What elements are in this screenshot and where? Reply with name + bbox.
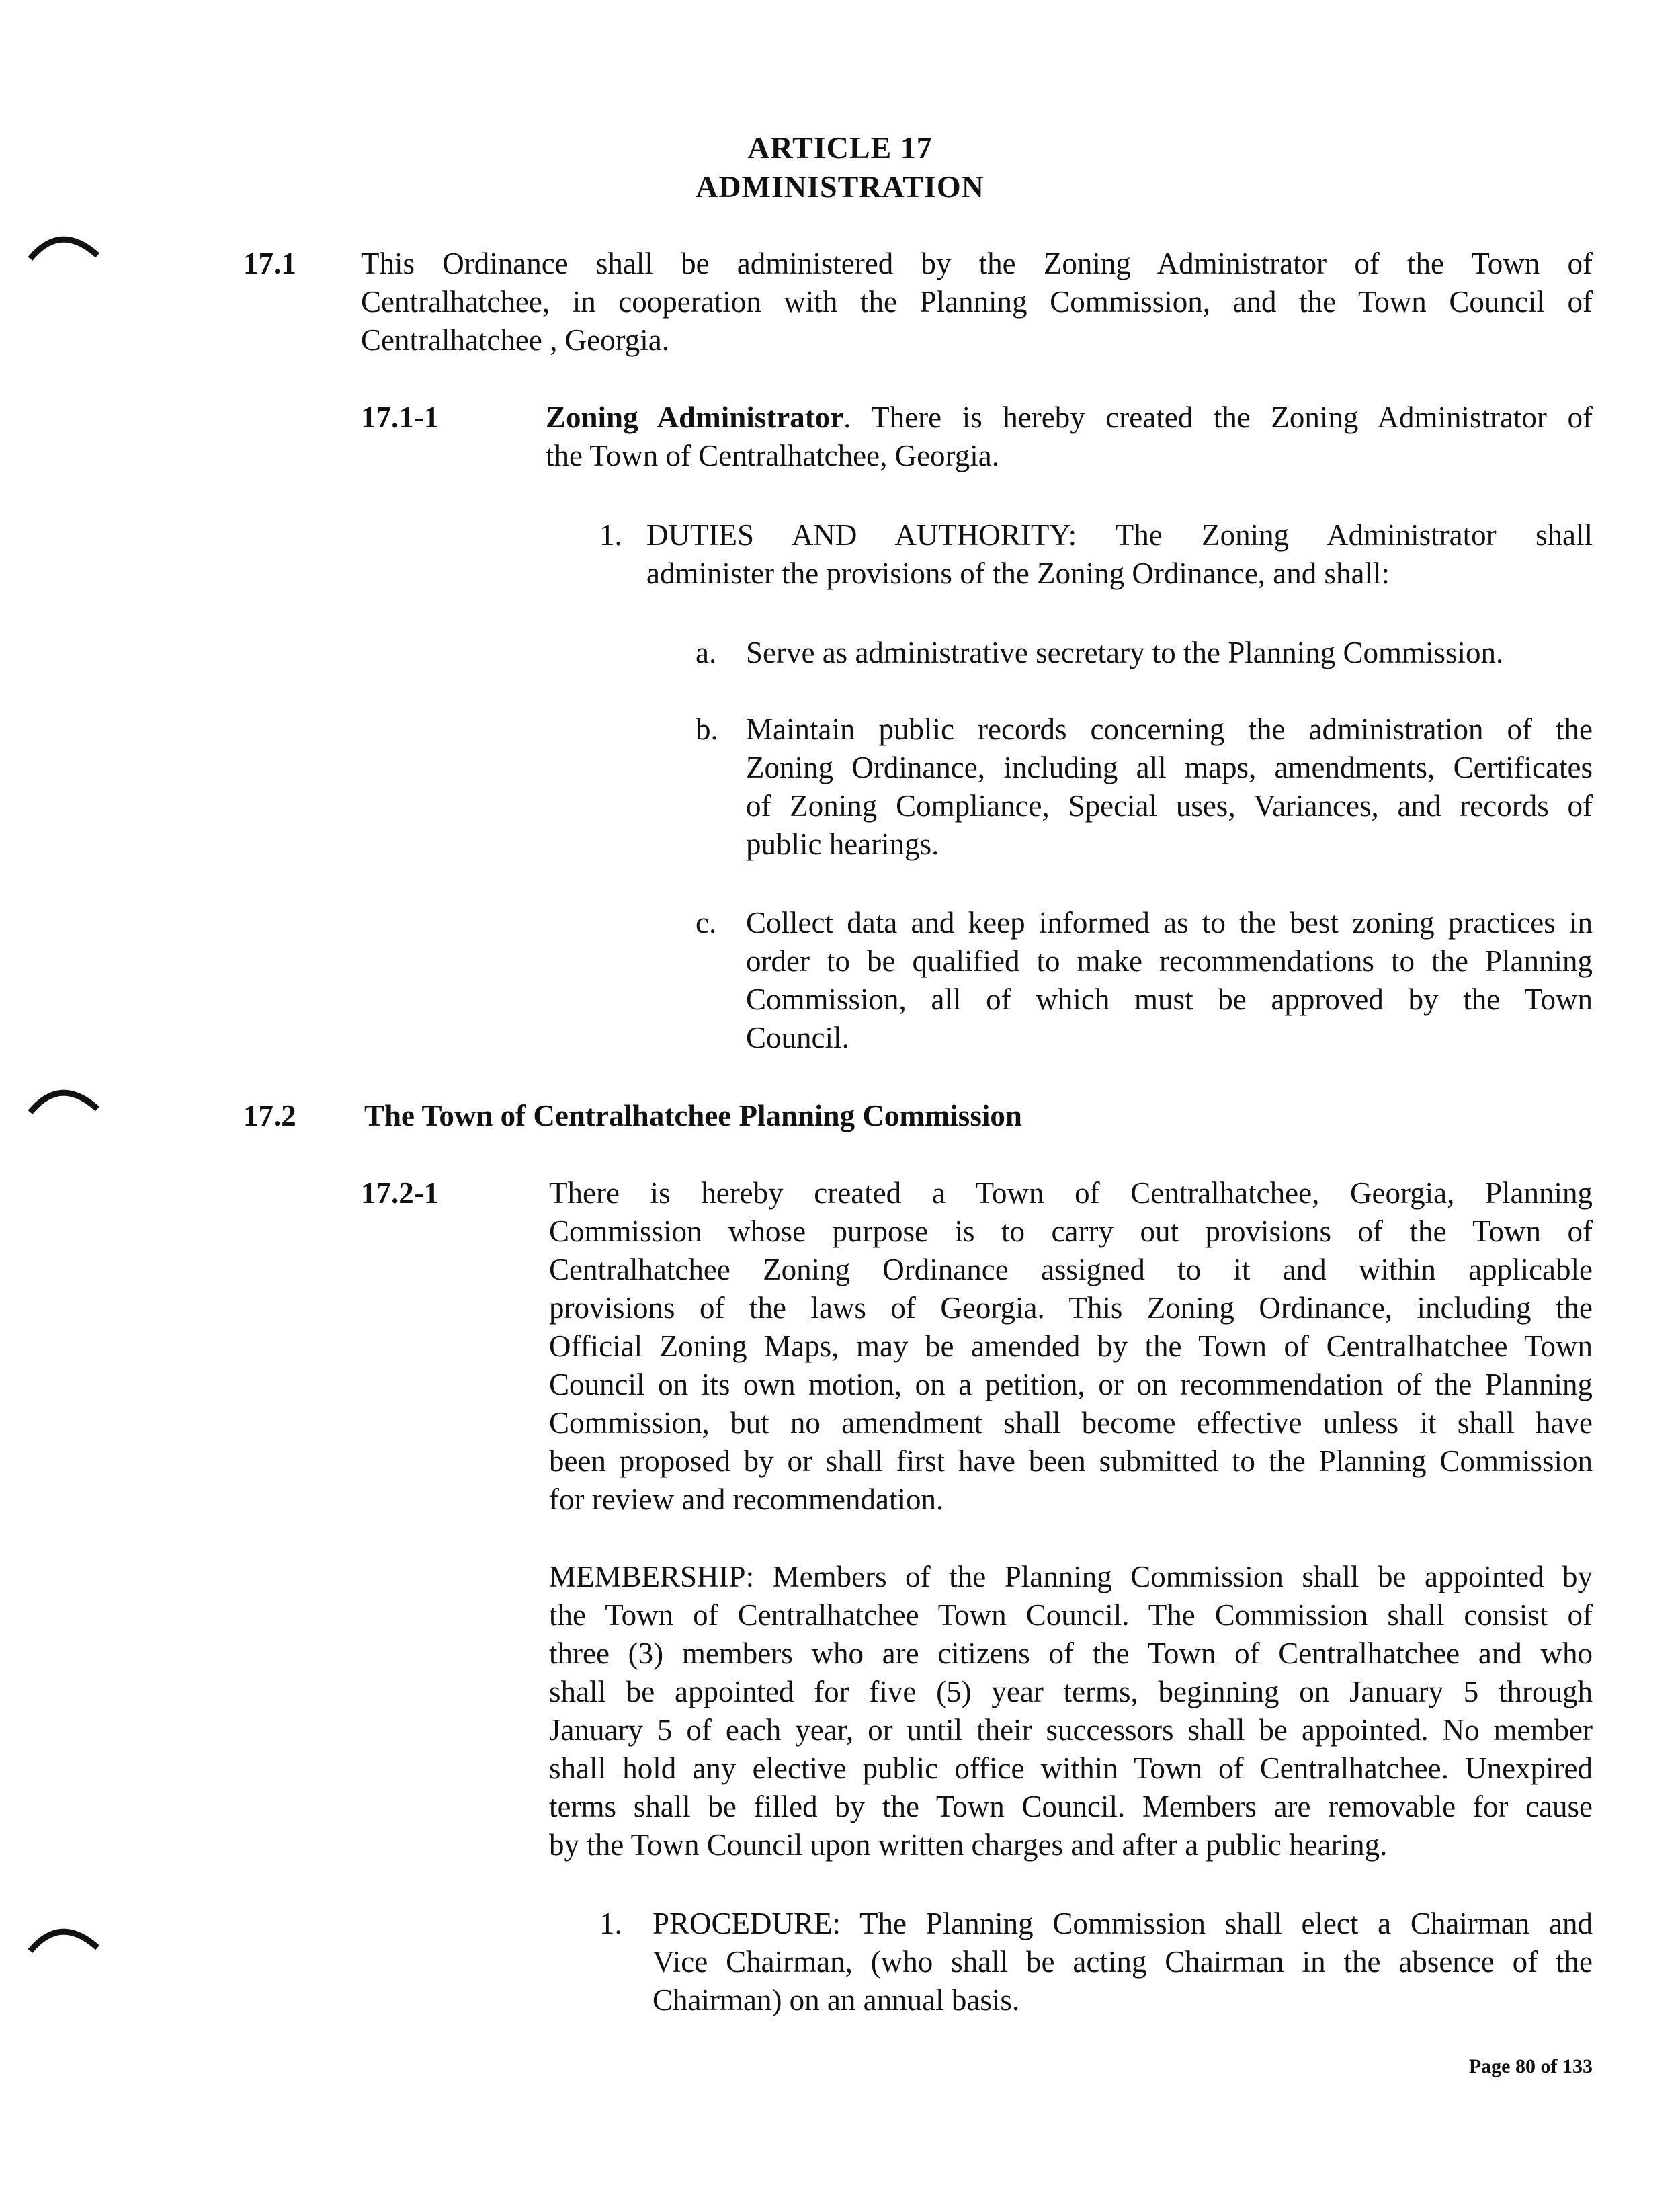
text-line: been proposed by or shall first have been submitted to the Planning Commission <box>549 1444 1593 1478</box>
text-line: provisions of the laws of Georgia. This Zoning Ordinance, including the <box>549 1291 1593 1325</box>
text-line: public hearings. <box>746 827 939 861</box>
article-number: ARTICLE 17 <box>747 130 933 165</box>
subsection-heading: Zoning Administrator <box>546 401 844 434</box>
text-line: of Zoning Compliance, Special uses, Variances, and records of <box>746 789 1593 823</box>
text-line: Chairman) on an annual basis. <box>653 1983 1020 2017</box>
membership-text <box>549 1558 1593 1864</box>
article-title: ADMINISTRATION <box>696 169 984 204</box>
list-marker: a. <box>696 636 717 669</box>
duty-a-text <box>746 634 1593 672</box>
text-line: Collect data and keep informed as to the best zoning practices in <box>746 906 1593 940</box>
section-17-1-text <box>361 245 1593 360</box>
text-line: MEMBERSHIP: Members of the Planning Commission shall be appointed by <box>549 1560 1593 1593</box>
text-line: January 5 of each year, or until their successors shall be appointed. No member <box>549 1713 1593 1747</box>
text-line: Centralhatchee, in cooperation with the Planning Commission, and the Town Council of <box>361 285 1593 319</box>
text-line: order to be qualified to make recommendations to the Planning <box>746 944 1593 978</box>
page-number: Page 80 of 133 <box>1468 2055 1593 2077</box>
text-line: terms shall be filled by the Town Council. Members are removable for cause <box>549 1790 1593 1823</box>
list-marker: b. <box>696 712 718 746</box>
text-line: Maintain public records concerning the administration of the <box>746 712 1593 746</box>
hole-punch-mark <box>27 229 101 262</box>
text-line: shall hold any elective public office within Town of Centralhatchee. Unexpired <box>549 1751 1593 1785</box>
hole-punch-mark <box>27 1082 101 1116</box>
section-number: 17.2 <box>243 1099 296 1132</box>
text-line: Zoning Ordinance, including all maps, amendments, Certificates <box>746 751 1593 784</box>
subsection-17-1-1-text <box>546 399 1593 475</box>
text-line: Official Zoning Maps, may be amended by the Town of Centralhatchee Town <box>549 1329 1593 1363</box>
section-title: The Town of Centralhatchee Planning Commission <box>364 1099 1022 1132</box>
list-marker: c. <box>696 906 717 940</box>
text-line: This Ordinance shall be administered by the Zoning Administrator of the Town of <box>361 247 1593 280</box>
text-line: Commission, but no amendment shall become effective unless it shall have <box>549 1406 1593 1440</box>
list-marker: 1. <box>599 518 622 552</box>
duties-text <box>646 516 1593 593</box>
text-line: Commission whose purpose is to carry out provisions of the Town of <box>549 1214 1593 1248</box>
hole-punch-mark <box>27 1921 101 1954</box>
text-line: three (3) members who are citizens of the Town of Centralhatchee and who <box>549 1636 1593 1670</box>
text-line: There is hereby created a Town of Centralhatchee, Georgia, Planning <box>549 1176 1593 1210</box>
text-line: by the Town Council upon written charges and after a public hearing. <box>549 1828 1388 1862</box>
text-line: Vice Chairman, (who shall be acting Chairman in the absence of the <box>653 1945 1593 1979</box>
text-line: Serve as administrative secretary to the Planning Commission. <box>746 636 1504 669</box>
text-line: DUTIES AND AUTHORITY: The Zoning Administrator shall <box>646 518 1593 552</box>
text-line: Council. <box>746 1021 849 1054</box>
text-line: the Town of Centralhatchee Town Council. The Commission shall consist of <box>549 1598 1593 1632</box>
text-line: PROCEDURE: The Planning Commission shall elect a Chairman and <box>653 1907 1593 1940</box>
text-line: Commission, all of which must be approved by the Town <box>746 983 1593 1016</box>
text-line: the Town of Centralhatchee, Georgia. <box>546 439 999 472</box>
text-lines <box>546 437 1593 475</box>
text-line: . There is hereby created the Zoning Administrator of <box>843 401 1593 434</box>
subsection-17-2-1-text <box>549 1174 1593 1519</box>
text-line: Centralhatchee Zoning Ordinance assigned to it and within applicable <box>549 1253 1593 1286</box>
procedure-text <box>653 1905 1593 2020</box>
section-number: 17.1 <box>243 247 296 280</box>
text-line: administer the provisions of the Zoning Ordinance, and shall: <box>646 556 1390 590</box>
duty-c-text <box>746 904 1593 1057</box>
subsection-number: 17.1-1 <box>361 401 439 434</box>
text-line: Council on its own motion, on a petition, or on recommendation of the Planning <box>549 1368 1593 1401</box>
subsection-number: 17.2-1 <box>361 1176 439 1210</box>
text-line: Centralhatchee , Georgia. <box>361 323 669 357</box>
list-marker: 1. <box>599 1907 622 1940</box>
text-line: for review and recommendation. <box>549 1483 944 1516</box>
text-line: shall be appointed for five (5) year terms, beginning on January 5 through <box>549 1675 1593 1708</box>
duty-b-text <box>746 710 1593 864</box>
